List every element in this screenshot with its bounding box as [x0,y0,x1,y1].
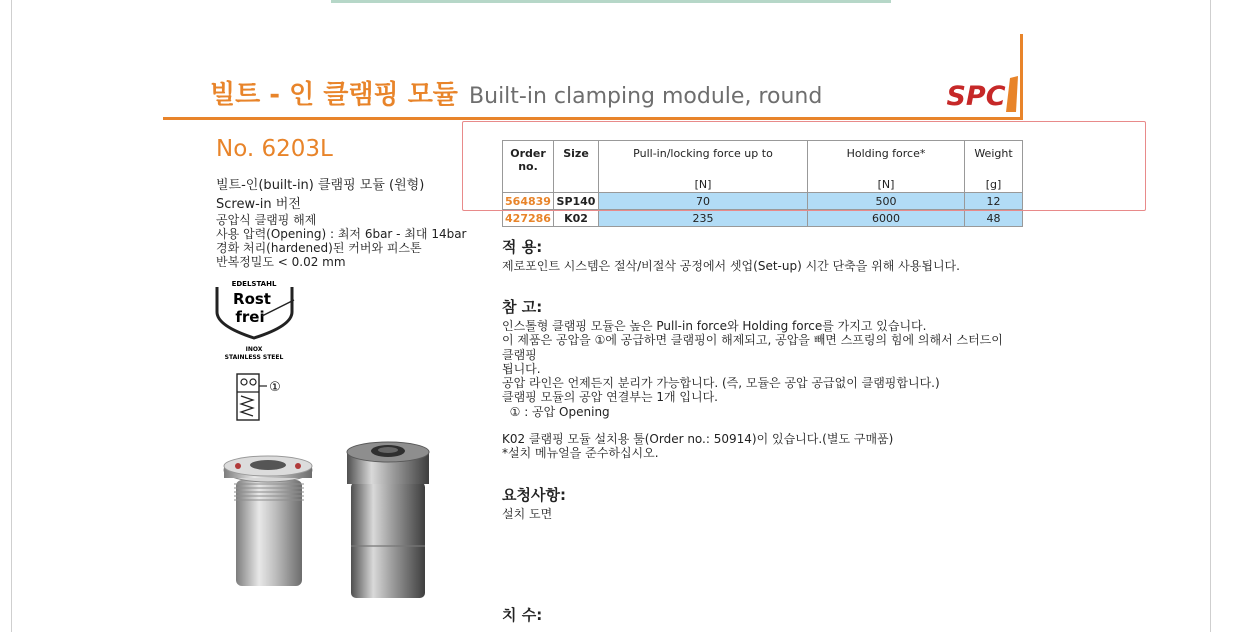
product-image-k02 [345,440,433,602]
title-korean: 빌트 - 인 클램핑 모듈 [210,80,458,110]
note-line: 클램핑 모듈의 공압 연결부는 1개 입니다. [502,390,718,405]
order-code-link[interactable]: 564839 [503,193,554,210]
header-top: Weight [974,147,1013,160]
spec-line: 경화 처리(hardened)된 커버와 피스톤 [216,241,422,255]
product-image-sp140 [222,452,314,592]
title-vertical-rule [1020,34,1023,120]
size-cell: SP140 [554,193,599,210]
tool-line: *설치 메뉴얼을 준수하십시오. [502,446,659,461]
product-number: No. 6203L [216,136,333,162]
header-top: Pull-in/locking force up to [633,147,773,160]
weight-cell: 12 [965,193,1023,210]
header-unit: [N] [694,178,712,191]
request-heading: 요청사항: [502,486,566,504]
spec-line: 사용 압력(Opening) : 최저 6bar - 최대 14bar [216,227,467,241]
product-subtitle: 빌트-인(built-in) 클램핑 모듈 (원형) [216,178,425,193]
note-line: 인스톨형 클램핑 모듈은 높은 Pull-in force와 Holding force를 가지고 있습니다. [502,319,927,333]
dimension-heading: 치 수: [502,606,543,624]
header-unit: [N] [877,178,895,191]
spec-line: 공압식 클램핑 해제 [216,213,317,227]
tool-line: K02 클램핑 모듈 설치용 툴(Order no.: 50914)이 있습니다.(별도 구매품) [502,432,894,446]
title-underline [163,117,1023,120]
badge-line2: frei [235,308,265,326]
note-line: ① : 공압 Opening [502,404,610,419]
note-line: 이 제품은 공압을 ①에 공급하면 클램핑이 해제되고, 공압을 빼면 스프링의 힘에 의해서 스터드이 클램핑 [502,333,1003,362]
note-heading: 참 고: [502,298,543,316]
pull-force-cell: 70 [599,193,808,210]
logo-text: SPC [946,81,1006,112]
header-top: Holding force* [846,147,926,160]
rostfrei-badge [212,278,302,362]
badge-line1: Rost [233,290,271,308]
header-unit: [g] [985,178,1002,191]
order-code-link[interactable]: 427286 [503,210,554,227]
note-line: 됩니다. [502,361,541,376]
spec-line: 반복정밀도 < 0.02 mm [216,255,346,269]
symbol-label: ① [269,380,281,395]
header-top: Order no. [510,147,546,173]
product-specs [216,213,467,269]
badge-bottom2: STAINLESS STEEL [224,354,284,361]
page-title [210,74,822,111]
usage-text: 제로포인트 시스템은 절삭/비절삭 공정에서 셋업(Set-up) 시간 단축을 위해 사용됩니다. [502,259,960,273]
top-bar [331,0,891,3]
pull-force-cell: 235 [599,210,808,227]
note-line: 공압 라인은 언제든지 분리가 가능합니다. (즉, 모듈은 공압 공급없이 클램핑합니다.) [502,376,940,391]
note-text [502,319,1012,419]
spc-logo [940,74,1020,114]
tool-text [502,432,1012,461]
size-cell: K02 [554,210,599,227]
header-top: Size [563,147,589,160]
pneumatic-symbol-icon [235,372,285,422]
title-english: Built-in clamping module, round [469,84,823,109]
highlight-box [462,121,1146,211]
holding-force-cell: 500 [808,193,965,210]
badge-bottom1: INOX [245,346,263,353]
weight-cell: 48 [965,210,1023,227]
request-text: 설치 도면 [502,507,553,521]
table-row [503,210,1023,227]
product-version: Screw-in 버전 [216,197,301,212]
usage-heading: 적 용: [502,238,543,256]
holding-force-cell: 6000 [808,210,965,227]
badge-top: EDELSTAHL [231,280,277,288]
